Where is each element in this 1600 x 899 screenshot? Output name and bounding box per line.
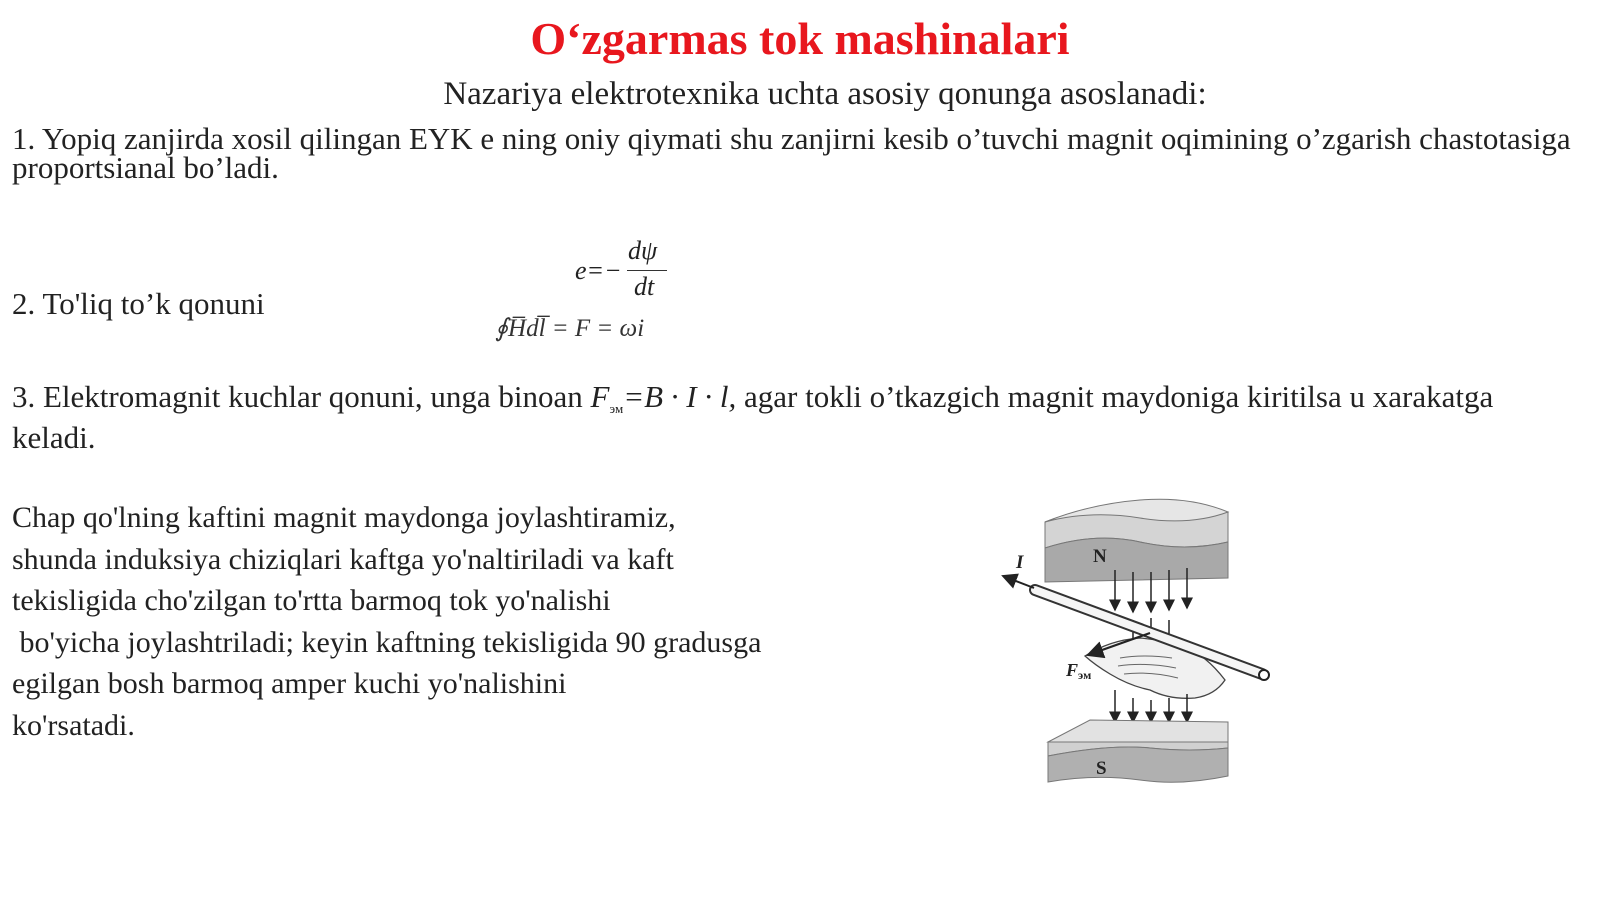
south-pole-magnet [1048, 720, 1228, 782]
emf-formula-denominator: dt [634, 272, 655, 301]
page-subtitle: Nazariya elektrotexnika uchta asosiy qonunga asoslanadi: [443, 76, 1207, 112]
law-3-text [12, 379, 1582, 455]
rule-line: shunda induksiya chiziqlari kaftga yo'naltiriladi va kaft [12, 542, 674, 576]
total-current-formula: ∮H̅dl̅ = F = ωi [495, 315, 645, 342]
current-label: I [1016, 552, 1024, 573]
law-1-text: 1. Yopiq zanjirda xosil qilingan EYK e ning oniy qiymati shu zanjirni kesib o’tuvchi magnit oqimining o’zgarish chastotasiga proportsianal bo’ladi. [12, 121, 1571, 185]
force-symbol: F [590, 379, 610, 414]
force-subscript: эм [609, 401, 624, 416]
rule-line: egilgan bosh barmoq amper kuchi yo'nalishini [12, 667, 567, 700]
law-3-conclusion: agar tokli o’tkazgich magnit maydoniga kiritilsa u xarakatga keladi. [12, 379, 1494, 455]
law-3-intro: 3. Elektromagnit kuchlar qonuni, unga binoan [12, 379, 591, 414]
rule-line: bo'yicha joylashtriladi; keyin kaftning tekisligida 90 gradusga [12, 625, 762, 659]
rule-line: Chap qo'lning kaftini magnit maydonga joylashtiramiz, [12, 501, 676, 534]
force-label: F [1066, 660, 1079, 680]
force-label-sub: эм [1078, 668, 1092, 682]
left-hand-rule-text [12, 497, 852, 746]
svg-text:Fэм [1065, 660, 1091, 682]
rule-line: ko'rsatadi. [12, 708, 135, 742]
emf-formula-numerator: dψ [628, 236, 658, 265]
north-label: N [1093, 546, 1107, 567]
south-label: S [1096, 758, 1107, 779]
north-pole-magnet [1045, 499, 1228, 582]
emf-formula [575, 236, 685, 306]
emf-formula-lhs: e=− [575, 256, 622, 285]
force-formula: =B · I · l, [623, 379, 737, 414]
page-title: O‘zgarmas tok mashinalari [530, 13, 1070, 64]
current-arrow [1003, 576, 1034, 588]
law-2-text: 2. To'liq to’k qonuni [12, 286, 265, 321]
rule-line: tekisligida cho'zilgan to'rtta barmoq tok yo'nalishi [12, 584, 611, 617]
left-hand-rule-illustration [1000, 490, 1300, 800]
fraction-bar [627, 270, 667, 271]
